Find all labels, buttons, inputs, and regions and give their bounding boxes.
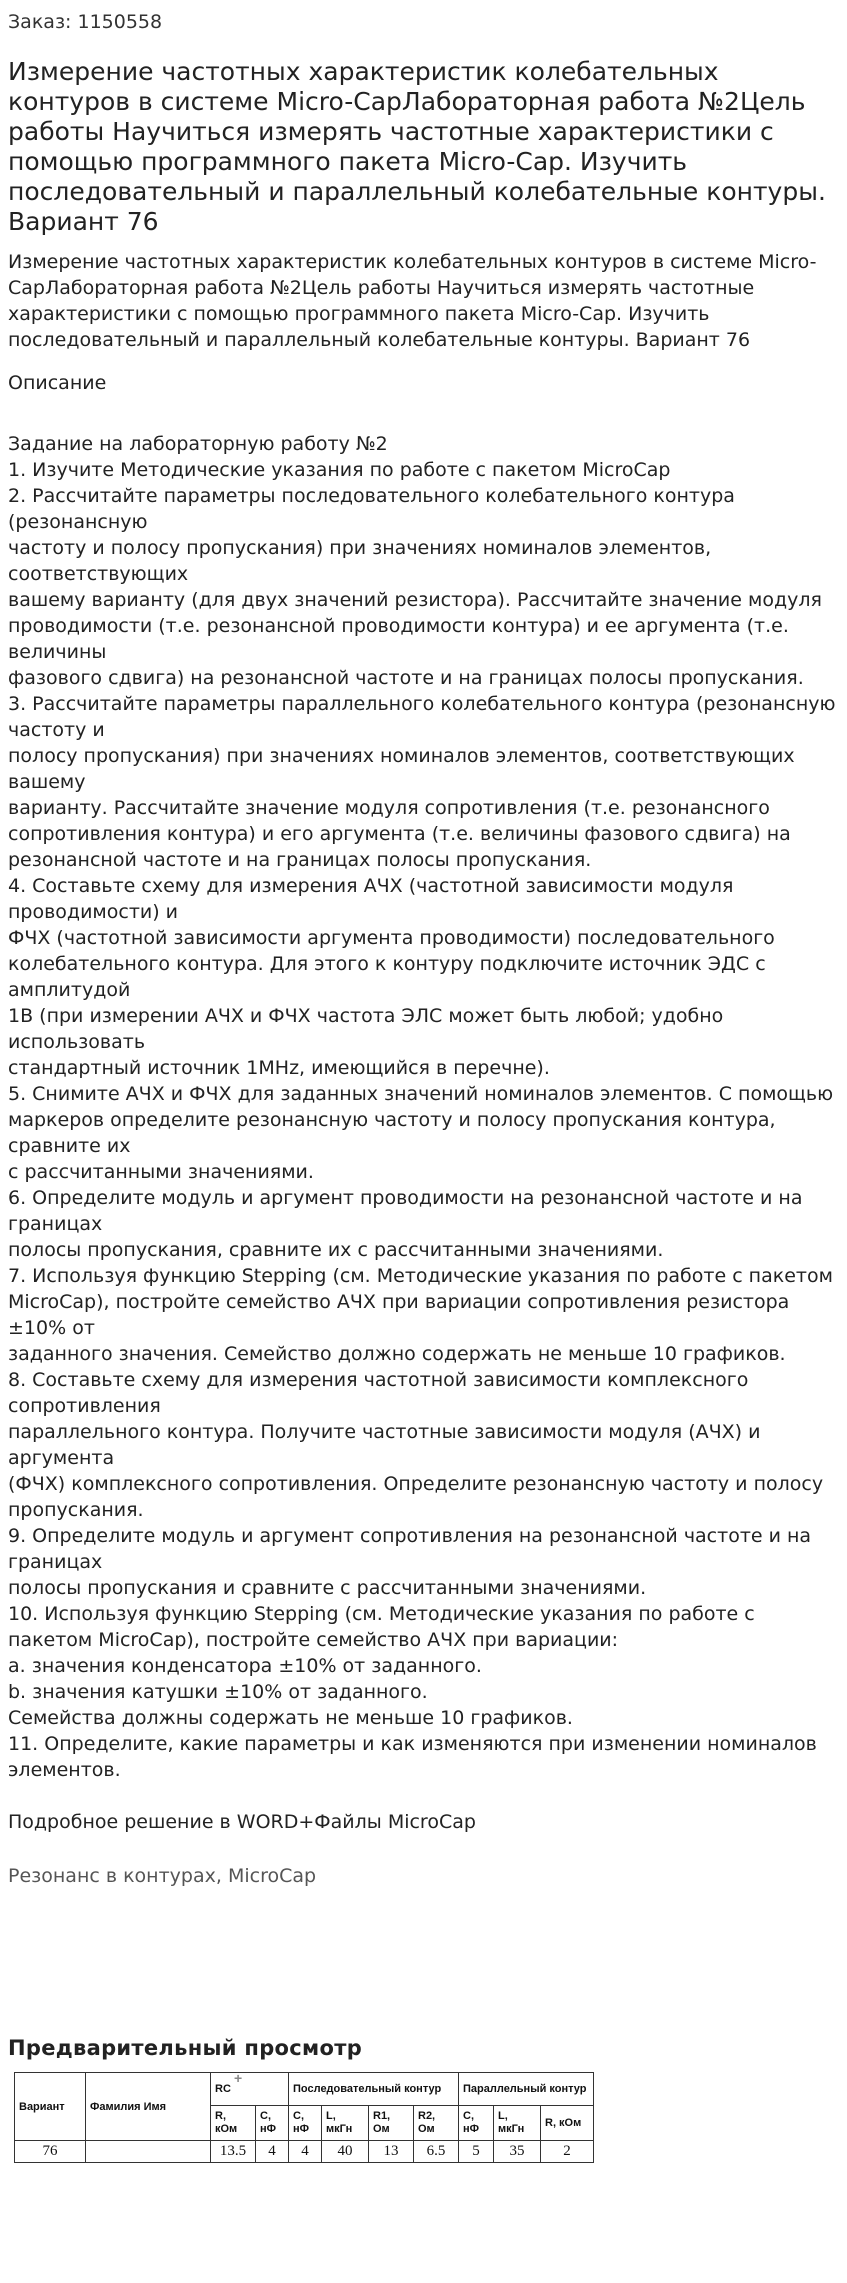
order-number: Заказ: 1150558 bbox=[8, 11, 163, 33]
group-series: Последовательный контур bbox=[289, 2073, 459, 2106]
cell-value: 6.5 bbox=[414, 2141, 459, 2163]
summary-text: Измерение частотных характеристик колебательных контуров в системе Micro-CapЛабораторная работа №2Цель работы Научиться измерять частотные характеристики с помощью программного пакета Micro-Cap. Изучить последовательный и параллельный колебательные контуры. Вариант 76 bbox=[8, 251, 817, 351]
sub-header: R, кОм bbox=[211, 2106, 256, 2141]
sub-header: L, мкГн bbox=[322, 2106, 369, 2141]
page-title: Измерение частотных характеристик колебательных контуров в системе Micro-CapЛабораторная работа №2Цель работы Научиться измерять частотные характеристики с помощью программного пакета Micro-Cap. Изучить последовательный и параллельный колебательные контуры. Вариант 76 bbox=[8, 57, 826, 236]
cell-name bbox=[86, 2141, 211, 2163]
description-text: Задание на лабораторную работу №2 1. Изучите Методические указания по работе с пакетом MicroCap 2. Рассчитайте параметры последовательного колебательного контура (резонансную частоту и полосу пропускания) при значениях номиналов элементов, соответствующих вашему варианту (для двух значений резистора). Рассчитайте значение модуля проводимости (т.е. резонансной проводимости контура) и ее аргумента (т.е. величины фазового сдвига) на резонансной частоте и на границах полосы пропускания. 3. Рассчитайте параметры параллельного колебательного контура (резонансную частоту и полосу пропускания) при значениях номиналов элементов, соответствующих вашему варианту. Рассчитайте значение модуля сопротивления (т.е. резонансного сопротивления контура) и его аргумента (т.е. величины фазового сдвига) на резонансной частоте и на границах полосы пропускания. 4. Составьте схему для измерения АЧХ (частотной зависимости модуля проводимости) и ФЧХ (частотной зависимости аргумента проводимости) последовательного колебательного контура. Для этого к контуру подключите источник ЭДС с амплитудой 1В (при измерении АЧХ и ФЧХ частота ЭЛС может быть любой; удобно использовать стандартный источник 1MHz, имеющийся в перечне). 5. Снимите АЧХ и ФЧХ для заданных значений номиналов элементов. С помощью маркеров определите резонансную частоту и полосу пропускания контура, сравните их с рассчитанными значениями. 6. Определите модуль и аргумент проводимости на резонансной частоте и на границах полосы пропускания, сравните их с рассчитанными значениями. 7. Используя функцию Stepping (см. Методические указания по работе с пакетом MicroCap), постройте семейство АЧХ при вариации сопротивления резистора ±10% от заданного значения. Семейство должно содержать не меньше 10 графиков. 8. Составьте схему для измерения частотной зависимости комплексного сопротивления параллельного контура. Получите частотные зависимости модуля (АЧХ) и аргумента (ФЧХ) комплексного сопротивления. Определите резонансную частоту и полосу пропускания. 9. Определите модуль и аргумент сопротивления на резонансной частоте и на границах полосы пропускания и сравните с рассчитанными значениями. 10. Используя функцию Stepping (см. Методические указания по работе с пакетом MicroCap), постройте семейство АЧХ при вариации: a. значения конденсатора ±10% от заданного. b. значения катушки ±10% от заданного. Семейства должны содержать не меньше 10 графиков. 11. Определите, какие параметры и как изменяются при изменении номиналов элементов. Подробное решение в WORD+Файлы MicroCap bbox=[8, 433, 836, 1833]
tags-text: Резонанс в контурах, MicroCap bbox=[8, 1865, 317, 1887]
col-name: + Фамилия Имя bbox=[86, 2073, 211, 2141]
table-row bbox=[15, 2141, 594, 2163]
cell-value: 13.5 bbox=[211, 2141, 256, 2163]
cell-variant: 76 bbox=[15, 2141, 86, 2163]
cell-value: 4 bbox=[256, 2141, 289, 2163]
cell-value: 35 bbox=[494, 2141, 541, 2163]
cell-value: 40 bbox=[322, 2141, 369, 2163]
cross-mark: + bbox=[234, 2072, 243, 2086]
cell-value: 4 bbox=[289, 2141, 322, 2163]
preview-table bbox=[14, 2072, 594, 2163]
group-parallel: Параллельный контур bbox=[459, 2073, 594, 2106]
description-label: Описание bbox=[8, 372, 107, 394]
preview-image bbox=[8, 2072, 628, 2172]
col-variant: Вариант bbox=[15, 2073, 86, 2141]
cell-value: 5 bbox=[459, 2141, 494, 2163]
sub-header: R, кОм bbox=[541, 2106, 594, 2141]
group-rc: RC bbox=[211, 2073, 289, 2106]
sub-header: L, мкГн bbox=[494, 2106, 541, 2141]
sub-header: R2, Ом bbox=[414, 2106, 459, 2141]
sub-header: R1, Ом bbox=[369, 2106, 414, 2141]
sub-header: C, нФ bbox=[459, 2106, 494, 2141]
cell-value: 13 bbox=[369, 2141, 414, 2163]
sub-header: C, нФ bbox=[256, 2106, 289, 2141]
cell-value: 2 bbox=[541, 2141, 594, 2163]
sub-header: C, нФ bbox=[289, 2106, 322, 2141]
preview-title: Предварительный просмотр bbox=[8, 2036, 363, 2060]
